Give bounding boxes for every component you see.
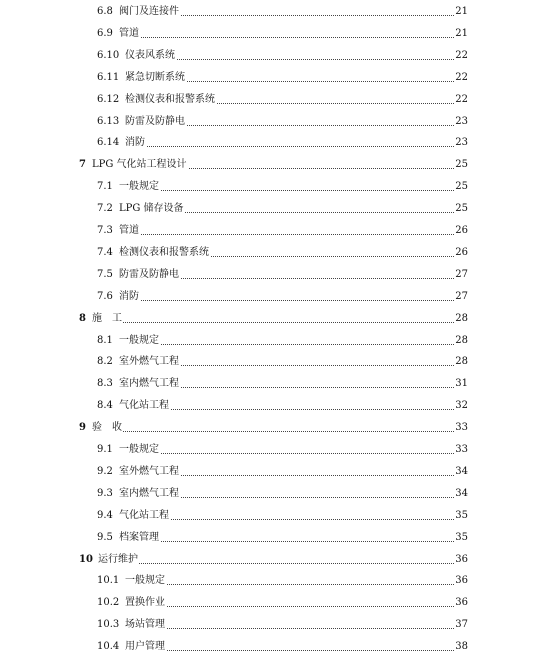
toc-page-number: 27 [455,268,468,280]
toc-page-number: 38 [455,641,468,653]
toc-entry-title: 施 工 [92,312,122,324]
toc-section-entry[interactable] [0,46,547,64]
toc-entry-title: 室内燃气工程 [119,378,179,390]
toc-entry-number: 10.3 [97,619,120,631]
toc-section-entry[interactable] [0,243,547,261]
toc-entry-title: 防雷及防静电 [119,268,179,280]
toc-section-entry[interactable] [0,68,547,86]
toc-entry-number: 6.14 [97,137,120,149]
toc-entry-title: 一般规定 [125,575,165,587]
toc-page-number: 35 [455,531,468,543]
toc-page-number: 23 [455,115,468,127]
toc-section-entry[interactable] [0,462,547,480]
toc-entry-number: 7.6 [97,290,113,302]
toc-section-entry[interactable] [0,637,547,655]
toc-entry-title: 室外燃气工程 [119,465,179,477]
toc-chapter-entry[interactable] [0,550,547,568]
toc-section-entry[interactable] [0,265,547,283]
toc-dot-leader [125,146,456,147]
toc-entry-number: 8.2 [97,356,113,368]
toc-entry-title: 一般规定 [119,334,159,346]
toc-entry-number: 9.3 [97,487,113,499]
toc-chapter-entry[interactable] [0,309,547,327]
toc-chapter-entry[interactable] [0,155,547,173]
toc-page-number: 37 [455,619,468,631]
toc-page-number: 34 [455,465,468,477]
toc-entry-title: 防雷及防静电 [125,115,185,127]
toc-entry-number: 7.4 [97,246,113,258]
toc-entry-title: 室内燃气工程 [119,487,179,499]
toc-page-number: 35 [455,509,468,521]
toc-entry-title: 一般规定 [119,444,159,455]
toc-entry-title: 气化站工程 [119,509,169,521]
toc-entry-number: 7.2 [97,203,113,215]
toc-entry-title: 置换作业 [125,597,165,609]
toc-page-number: 23 [455,137,468,149]
toc-page-number: 25 [455,203,468,215]
toc-dot-leader [125,606,456,607]
toc-page-number: 36 [455,597,468,609]
toc-dot-leader [119,300,456,301]
toc-entry-title: 检测仪表和报警系统 [125,93,215,105]
toc-page-number: 26 [455,225,468,236]
toc-section-entry[interactable] [0,221,547,239]
toc-dot-leader [125,650,456,651]
toc-entry-number: 6.8 [97,6,113,17]
toc-section-entry[interactable] [0,331,547,349]
toc-entry-number: 9 [79,422,86,434]
toc-section-entry[interactable] [0,112,547,130]
toc-page-number: 28 [455,334,468,346]
toc-dot-leader [119,37,456,38]
toc-dot-leader [92,431,456,432]
toc-entry-title: 档案管理 [119,531,159,543]
toc-page-number: 21 [455,27,468,39]
toc-section-entry[interactable] [0,2,547,20]
toc-entry-number: 9.1 [97,444,113,455]
toc-page-number: 36 [455,575,468,587]
toc-entry-number: 6.12 [97,93,120,105]
toc-entry-number: 6.10 [97,49,120,61]
toc-entry-number: 10 [79,553,93,565]
toc-dot-leader [92,322,456,323]
toc-entry-title: 管道 [119,27,139,39]
toc-page-number: 22 [455,71,468,83]
toc-entry-number: 9.5 [97,531,113,543]
toc-dot-leader [119,541,456,542]
toc-entry-title: 用户管理 [125,641,165,653]
toc-section-entry[interactable] [0,571,547,589]
toc-entry-number: 9.4 [97,509,113,521]
toc-page-number: 28 [455,312,468,324]
toc-page-number: 26 [455,246,468,258]
toc-entry-number: 6.13 [97,115,120,127]
toc-entry-number: 7.3 [97,225,113,236]
toc-section-entry[interactable] [0,615,547,633]
toc-page-number: 22 [455,93,468,105]
toc-entry-title: 一般规定 [119,181,159,193]
toc-section-entry[interactable] [0,352,547,370]
toc-entry-title: 运行维护 [98,553,138,565]
toc-entry-title: 验 收 [92,422,122,434]
toc-section-entry[interactable] [0,484,547,502]
toc-page-number: 32 [455,400,468,412]
toc-entry-number: 8.4 [97,400,113,412]
toc-page-number: 22 [455,49,468,61]
toc-dot-leader [119,190,456,191]
toc-section-entry[interactable] [0,506,547,524]
toc-dot-leader [119,344,456,345]
toc-entry-number: 8.1 [97,334,113,346]
toc-section-entry[interactable] [0,90,547,108]
toc-entry-title: 消防 [125,137,145,149]
toc-entry-title: 消防 [119,290,139,302]
toc-page-number: 33 [455,444,468,455]
toc-page-number: 33 [455,422,468,434]
toc-entry-number: 7 [79,159,86,171]
toc-entry-title: LPG 气化站工程设计 [92,159,187,171]
toc-entry-number: 10.4 [97,641,120,653]
toc-dot-leader [125,584,456,585]
toc-page-number: 34 [455,487,468,499]
toc-page-number: 31 [455,378,468,390]
toc-section-entry[interactable] [0,593,547,611]
toc-dot-leader [98,563,456,564]
toc-entry-title: 阀门及连接件 [119,6,179,17]
toc-chapter-entry[interactable] [0,418,547,436]
toc-page-number: 27 [455,290,468,302]
toc-entry-title: 室外燃气工程 [119,356,179,368]
toc-entry-title: 紧急切断系统 [125,71,185,83]
toc-dot-leader [119,234,456,235]
toc-entry-number: 8 [79,312,86,324]
toc-dot-leader [119,453,456,454]
toc-section-entry[interactable] [0,199,547,217]
toc-entry-number: 9.2 [97,465,113,477]
toc-section-entry[interactable] [0,396,547,414]
toc-page-number: 28 [455,356,468,368]
toc-entry-title: 仪表风系统 [125,49,175,61]
toc-section-entry[interactable] [0,528,547,546]
toc-entry-title: LPG 储存设备 [119,203,184,215]
toc-entry-number: 8.3 [97,378,113,390]
toc-page-number: 36 [455,553,468,565]
toc-section-entry[interactable] [0,177,547,195]
toc-entry-number: 10.1 [97,575,120,587]
toc-entry-title: 检测仪表和报警系统 [119,246,209,258]
toc-entry-title: 场站管理 [125,619,165,631]
toc-entry-number: 7.5 [97,268,113,280]
toc-page-number: 25 [455,181,468,193]
toc-section-entry[interactable] [0,24,547,42]
toc-section-entry[interactable] [0,133,547,151]
toc-page-number: 21 [455,6,468,17]
toc-entry-title: 管道 [119,225,139,236]
toc-dot-leader [125,628,456,629]
toc-entry-number: 10.2 [97,597,120,609]
toc-entry-number: 7.1 [97,181,113,193]
toc-section-entry[interactable] [0,374,547,392]
toc-section-entry[interactable] [0,440,547,458]
toc-entry-number: 6.9 [97,27,113,39]
toc-entry-title: 气化站工程 [119,400,169,412]
toc-entry-number: 6.11 [97,71,120,83]
toc-page-number: 25 [455,159,468,171]
toc-section-entry[interactable] [0,287,547,305]
